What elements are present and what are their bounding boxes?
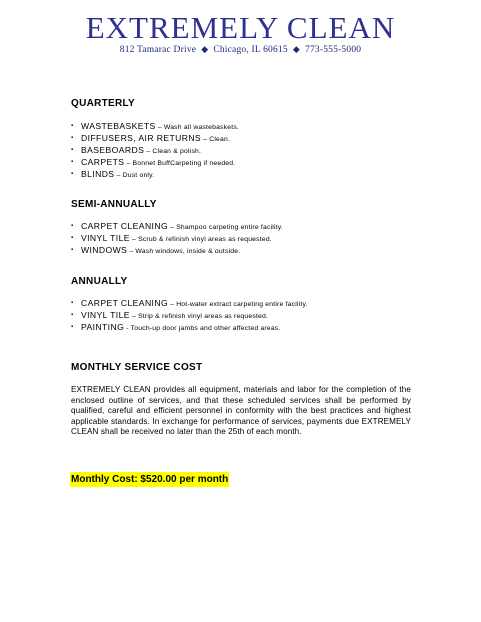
item-name: WASTEBASKETS (81, 121, 156, 131)
list-item (71, 169, 416, 181)
list-item (71, 157, 416, 169)
list-item (71, 310, 416, 322)
item-description: – Strip & refinish vinyl areas as requested. (129, 313, 269, 320)
annually-list (71, 298, 416, 334)
quarterly-list (71, 121, 416, 181)
company-address (0, 44, 481, 55)
section-heading: ANNUALLY (71, 276, 128, 287)
list-item (71, 221, 416, 233)
item-description: – Shampoo carpeting entire facility. (168, 224, 283, 231)
bullet-icon: ▪ (71, 312, 74, 318)
item-name: BASEBOARDS (81, 145, 145, 155)
item-name: BLINDS (81, 169, 115, 179)
bullet-icon: ▪ (71, 300, 74, 306)
item-name: PAINTING (81, 322, 125, 332)
list-item (71, 133, 416, 145)
item-name: CARPET CLEANING (81, 221, 169, 231)
section-heading: QUARTERLY (71, 98, 136, 109)
bullet-icon: ▪ (71, 223, 74, 229)
list-item (71, 298, 416, 310)
bullet-icon: ▪ (71, 147, 74, 153)
item-name: CARPET CLEANING (81, 298, 169, 308)
item-description: – Clean & polish. (144, 148, 202, 155)
bullet-icon: ▪ (71, 324, 74, 330)
item-name: DIFFUSERS, AIR RETURNS (81, 133, 202, 143)
quarterly-section (71, 98, 416, 181)
monthly-cost-highlight: Monthly Cost: $520.00 per month (71, 474, 229, 485)
list-item (71, 322, 416, 334)
annually-section (71, 276, 416, 334)
bullet-icon: ▪ (71, 171, 74, 177)
bullet-icon: ▪ (71, 235, 74, 241)
item-description: - Touch-up door jambs and other affected areas. (124, 325, 281, 332)
item-description: – Wash windows, inside & outside. (127, 248, 241, 255)
list-item (71, 145, 416, 157)
diamond-separator-icon: ◆ (292, 44, 300, 54)
list-item (71, 245, 416, 257)
item-description: – Wash all wastebaskets. (155, 124, 240, 131)
item-description: – Scrub & refinish vinyl areas as requested. (129, 236, 272, 243)
semi-annually-section (71, 199, 416, 257)
semi-annually-list (71, 221, 416, 257)
item-description: – Bonnet BuffCarpeting if needed. (124, 160, 236, 167)
item-name: CARPETS (81, 157, 125, 167)
bullet-icon: ▪ (71, 135, 74, 141)
item-name: VINYL TILE (81, 310, 130, 320)
service-paragraph: EXTREMELY CLEAN provides all equipment, materials and labor for the completion of the enclosed outline of services, and that these scheduled services shall be performed by qualified, careful and efficient personnel in conformity with the best practices and highest applicable standards. In exchange for performance of services, payments due EXTREMELY CLEAN shall be received no later than the 25th of each month. (71, 385, 411, 437)
diamond-separator-icon: ◆ (201, 44, 209, 54)
address-street: 812 Tamarac Drive (119, 45, 197, 55)
address-city: Chicago, IL 60615 (213, 45, 288, 55)
section-heading: MONTHLY SERVICE COST (71, 362, 203, 373)
monthly-service-section (71, 362, 411, 438)
address-phone: 773-555-5000 (305, 45, 362, 55)
item-description: – Clean. (201, 136, 231, 143)
bullet-icon: ▪ (71, 159, 74, 165)
item-description: – Dust only. (114, 172, 155, 179)
bullet-icon: ▪ (71, 247, 74, 253)
section-heading: SEMI-ANNUALLY (71, 199, 157, 210)
item-description: – Hot-water extract carpeting entire facility. (168, 301, 308, 308)
bullet-icon: ▪ (71, 123, 74, 129)
item-name: VINYL TILE (81, 233, 130, 243)
list-item (71, 121, 416, 133)
list-item (71, 233, 416, 245)
item-name: WINDOWS (81, 245, 128, 255)
company-title: EXTREMELY CLEAN (85, 10, 396, 45)
